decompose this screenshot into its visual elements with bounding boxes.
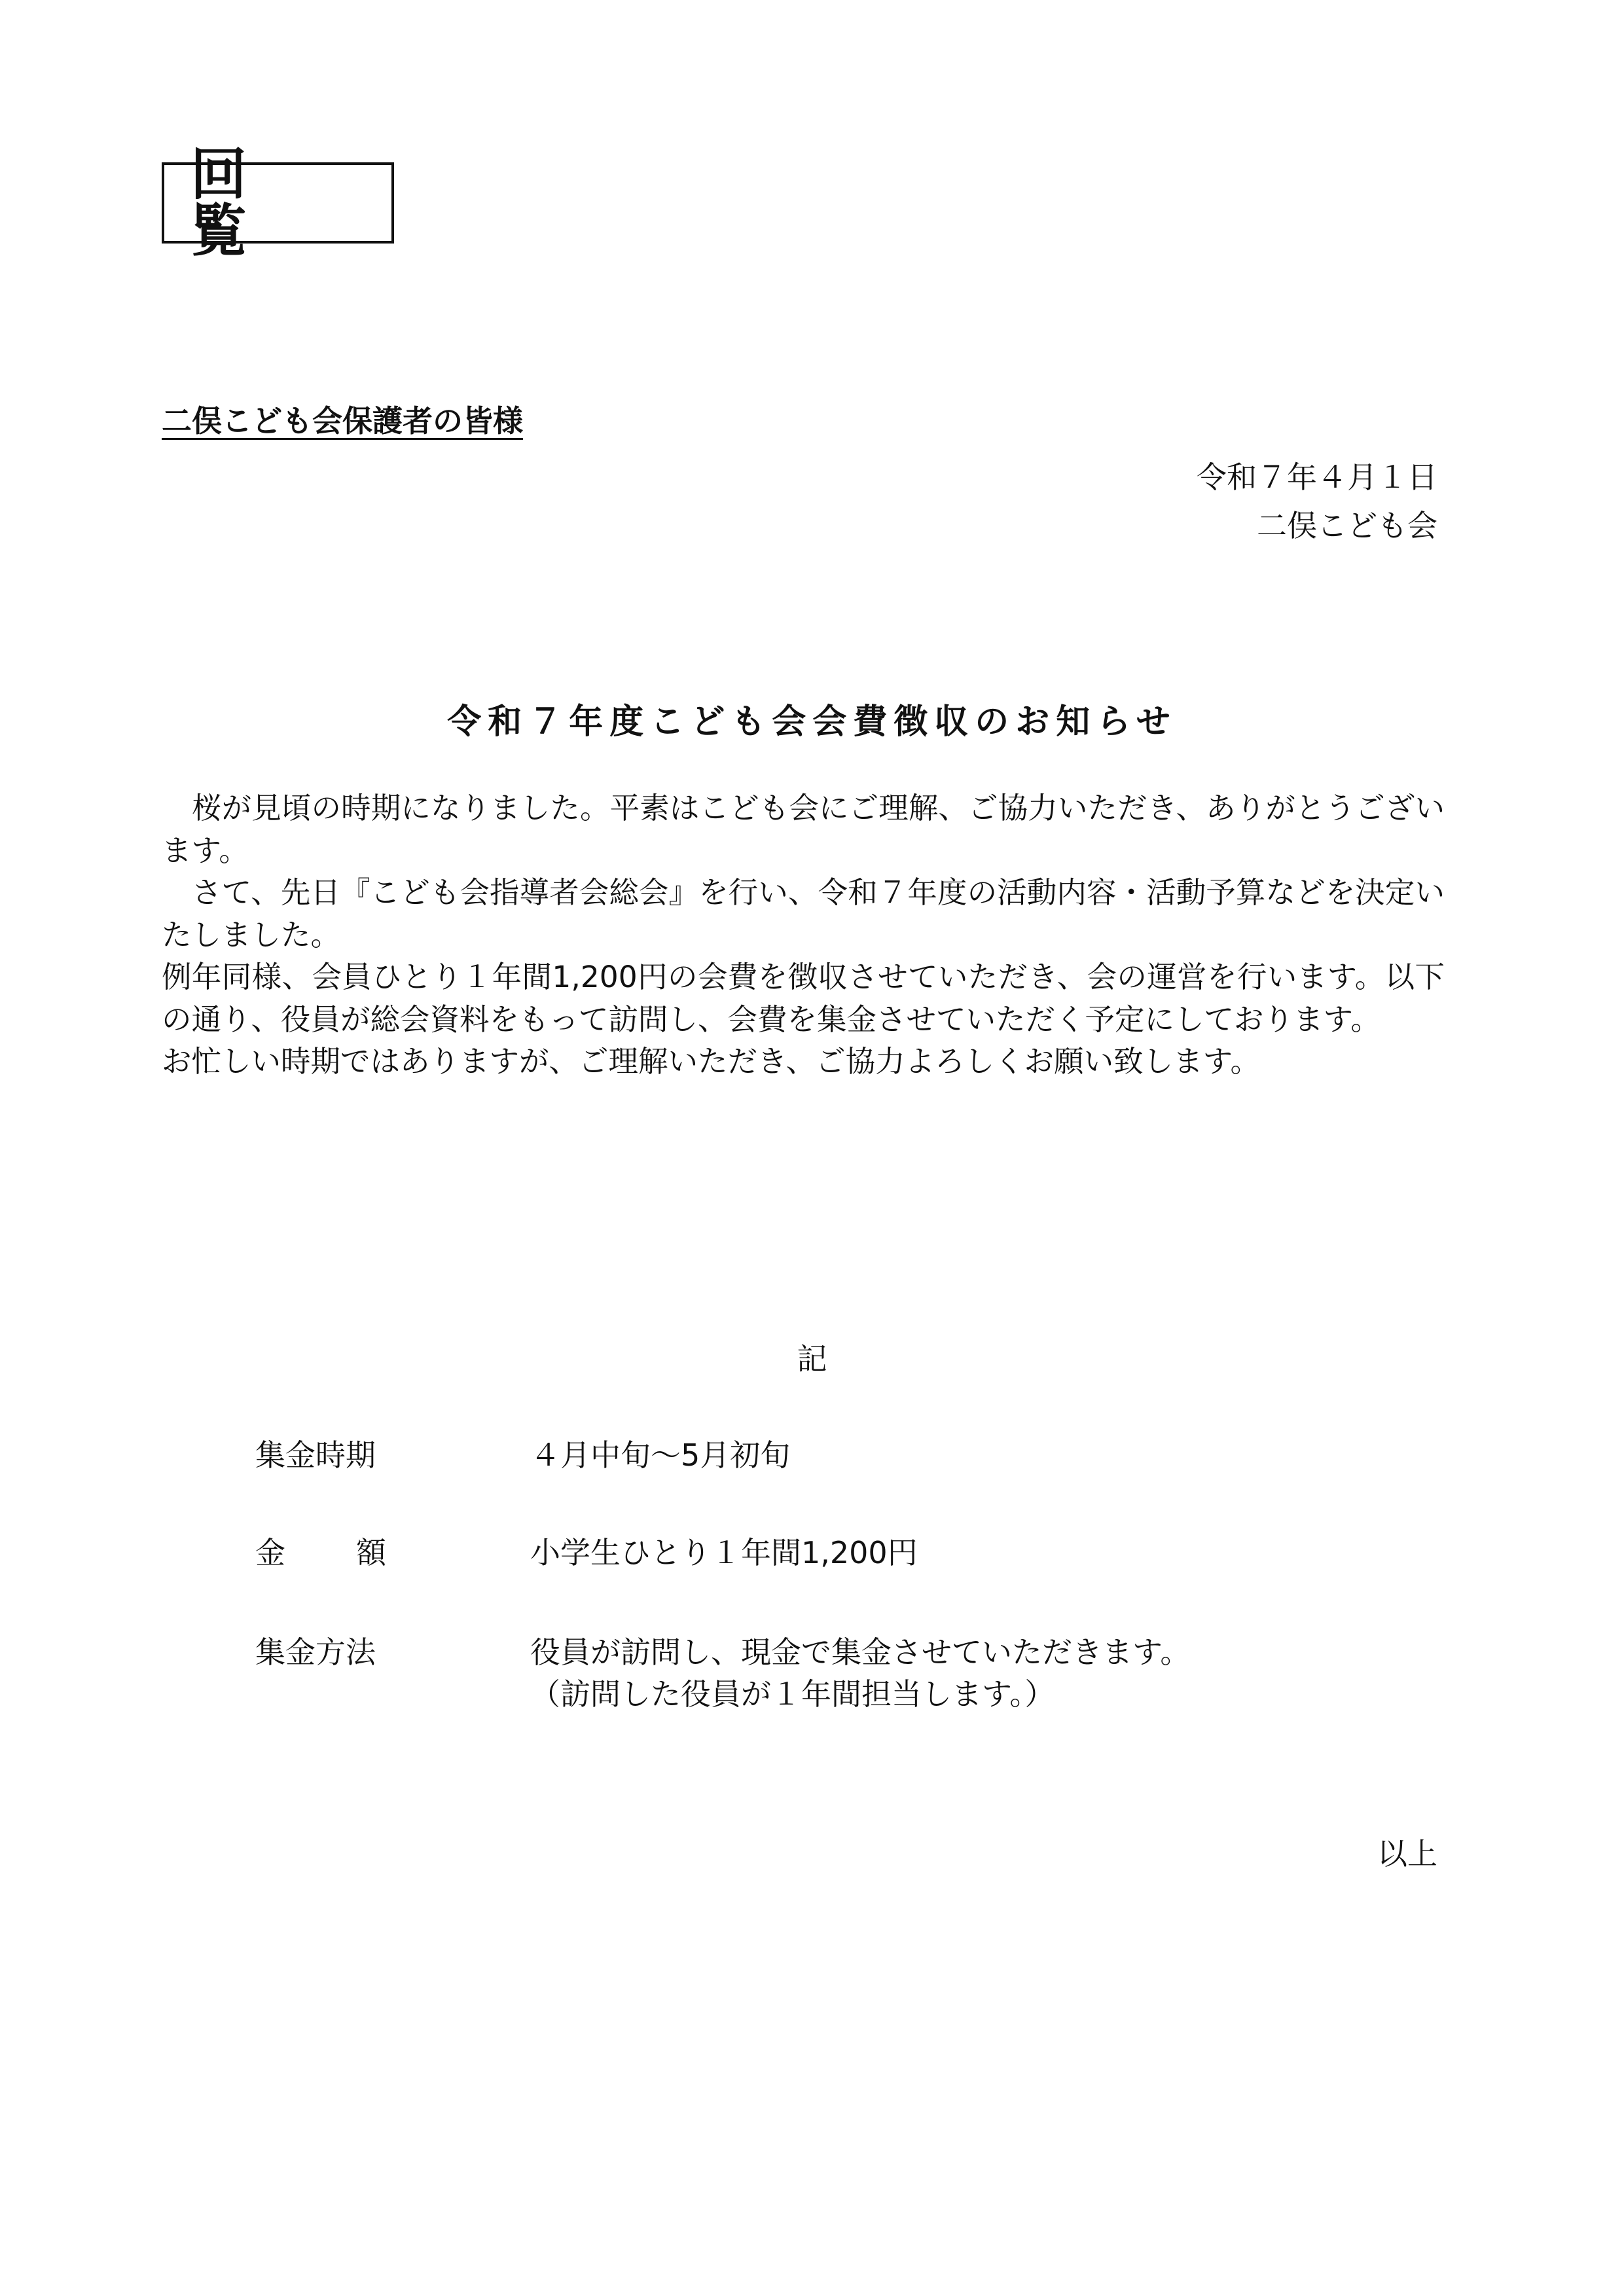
paragraph-greeting: 桜が見頃の時期になりました。平素はこども会にご理解、ご協力いただき、ありがとうございます。 bbox=[162, 791, 1445, 868]
item-method-note: （訪問した役員が１年間担当します。） bbox=[530, 1676, 1055, 1712]
body-text bbox=[162, 787, 1445, 1083]
ki-heading: 記 bbox=[797, 1341, 827, 1377]
circulation-stamp: 回 覧 bbox=[162, 162, 394, 244]
item-method-label: 集金方法 bbox=[255, 1635, 376, 1670]
item-amount-label-char: 金 bbox=[255, 1535, 285, 1570]
item-amount-label bbox=[255, 1532, 386, 1574]
sender-name: 二俣こども会 bbox=[1257, 508, 1437, 543]
item-method-value: 役員が訪問し、現金で集金させていただきます。 bbox=[530, 1635, 1191, 1670]
sender-block bbox=[1197, 453, 1437, 550]
paragraph-request: お忙しい時期ではありますが、ご理解いただき、ご協力よろしくお願い致します。 bbox=[162, 1044, 1261, 1079]
issue-date: 令和７年４月１日 bbox=[1197, 460, 1437, 495]
paragraph-meeting: さて、先日『こども会指導者会総会』を行い、令和７年度の活動内容・活動予算などを決定いたしました。 bbox=[162, 875, 1445, 952]
closing-word: 以上 bbox=[1377, 1836, 1437, 1871]
item-period-value: ４月中旬～5月初旬 bbox=[530, 1437, 791, 1473]
item-period-label: 集金時期 bbox=[255, 1437, 376, 1473]
document-title: 令和７年度こども会会費徴収のお知らせ bbox=[447, 702, 1177, 742]
paragraph-fee: 例年同様、会員ひとり１年間1,200円の会費を徴収させていただき、会の運営を行います。以下の通り、役員が総会資料をもって訪問し、会費を集金させていただく予定にしております。 bbox=[162, 960, 1445, 1037]
item-amount-value: 小学生ひとり１年間1,200円 bbox=[530, 1535, 918, 1570]
addressee: 二俣こども会保護者の皆様 bbox=[162, 403, 523, 439]
item-amount-label-char: 額 bbox=[356, 1535, 386, 1570]
